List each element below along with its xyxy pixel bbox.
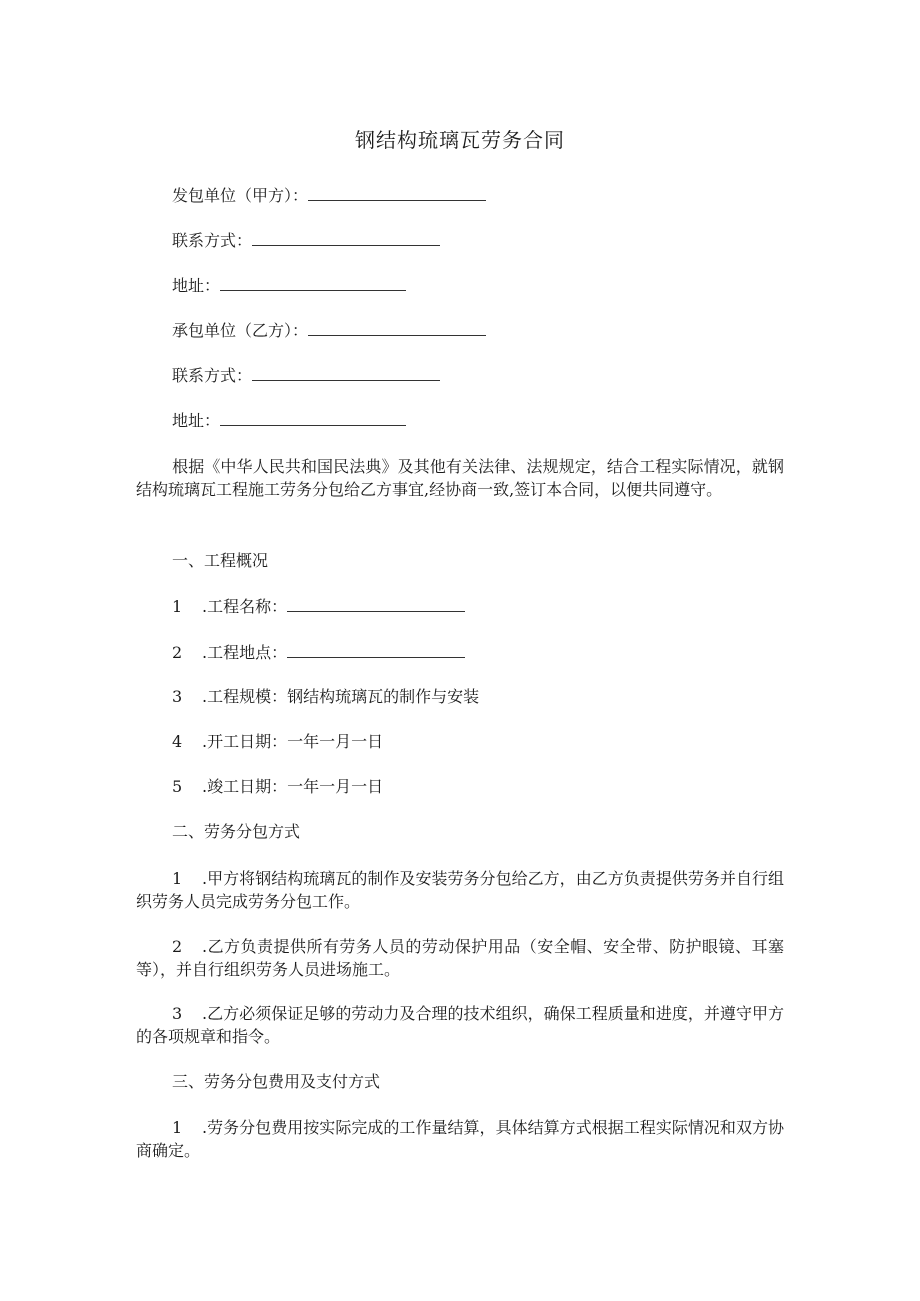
item-number: 4 (172, 732, 183, 751)
party-b-contact-line (172, 363, 440, 388)
section2-item-2 (136, 935, 784, 981)
section2-item-3 (136, 1002, 784, 1048)
project-name-blank[interactable] (287, 594, 465, 612)
item-number: 2 (172, 643, 183, 662)
item-number: 5 (172, 777, 183, 796)
party-a-contact-label: 联系方式： (172, 231, 253, 250)
item-text: .工程地点： (202, 643, 288, 662)
item-number: 3 (172, 1004, 183, 1023)
party-b-address-label: 地址： (172, 411, 221, 430)
party-b-blank[interactable] (308, 318, 486, 336)
party-a-contact-blank[interactable] (252, 228, 440, 246)
section1-item-1 (172, 594, 465, 619)
section1-item-4 (172, 730, 383, 754)
section3-item-1 (136, 1116, 784, 1162)
item-text: .开工日期：一年一月一日 (202, 732, 384, 751)
party-a-contact-line (172, 228, 440, 253)
party-a-blank[interactable] (308, 183, 486, 201)
item-text: .甲方将钢结构琉璃瓦的制作及安装劳务分包给乙方，由乙方负责提供劳务并自行组织劳务人员完成劳务分包工作。 (136, 869, 784, 911)
preamble-paragraph (136, 455, 784, 501)
item-text: .乙方必须保证足够的劳动力及合理的技术组织，确保工程质量和进度，并遵守甲方的各项规章和指令。 (136, 1004, 784, 1046)
section3-heading: 三、劳务分包费用及支付方式 (172, 1072, 381, 1091)
party-b-address-blank[interactable] (220, 408, 406, 426)
party-a-label: 发包单位（甲方）： (172, 186, 309, 205)
party-a-line (172, 183, 486, 208)
party-a-address-label: 地址： (172, 276, 221, 295)
document-title: 钢结构琉璃瓦劳务合同 (355, 128, 565, 152)
project-location-blank[interactable] (287, 640, 465, 658)
party-a-address-blank[interactable] (220, 273, 406, 291)
party-b-label: 承包单位（乙方）： (172, 321, 309, 340)
preamble-text: 根据《中华人民共和国民法典》及其他有关法律、法规规定，结合工程实际情况，就钢结构琉璃瓦工程施工劳务分包给乙方事宜,经协商一致,签订本合同，以便共同遵守。 (136, 457, 784, 499)
item-number: 2 (172, 937, 183, 956)
party-a-address-line (172, 273, 406, 298)
item-text: .乙方负责提供所有劳务人员的劳动保护用品（安全帽、安全带、防护眼镜、耳塞等），并自行组织劳务人员进场施工。 (136, 937, 784, 979)
party-b-contact-blank[interactable] (252, 363, 440, 381)
section1-item-3 (172, 685, 479, 709)
section1-item-5 (172, 775, 383, 799)
party-b-contact-label: 联系方式： (172, 366, 253, 385)
party-b-line (172, 318, 486, 343)
item-number: 3 (172, 687, 183, 706)
item-number: 1 (172, 597, 183, 616)
item-text: .竣工日期：一年一月一日 (202, 777, 384, 796)
item-text: .工程名称： (202, 597, 288, 616)
item-text: .劳务分包费用按实际完成的工作量结算，具体结算方式根据工程实际情况和双方协商确定。 (136, 1118, 784, 1160)
item-text: .工程规模：钢结构琉璃瓦的制作与安装 (202, 687, 480, 706)
section1-item-2 (172, 640, 465, 665)
party-b-address-line (172, 408, 406, 433)
item-number: 1 (172, 869, 183, 888)
item-number: 1 (172, 1118, 183, 1137)
section2-item-1 (136, 867, 784, 913)
section2-heading: 二、劳务分包方式 (172, 822, 301, 841)
section1-heading: 一、工程概况 (172, 551, 269, 570)
